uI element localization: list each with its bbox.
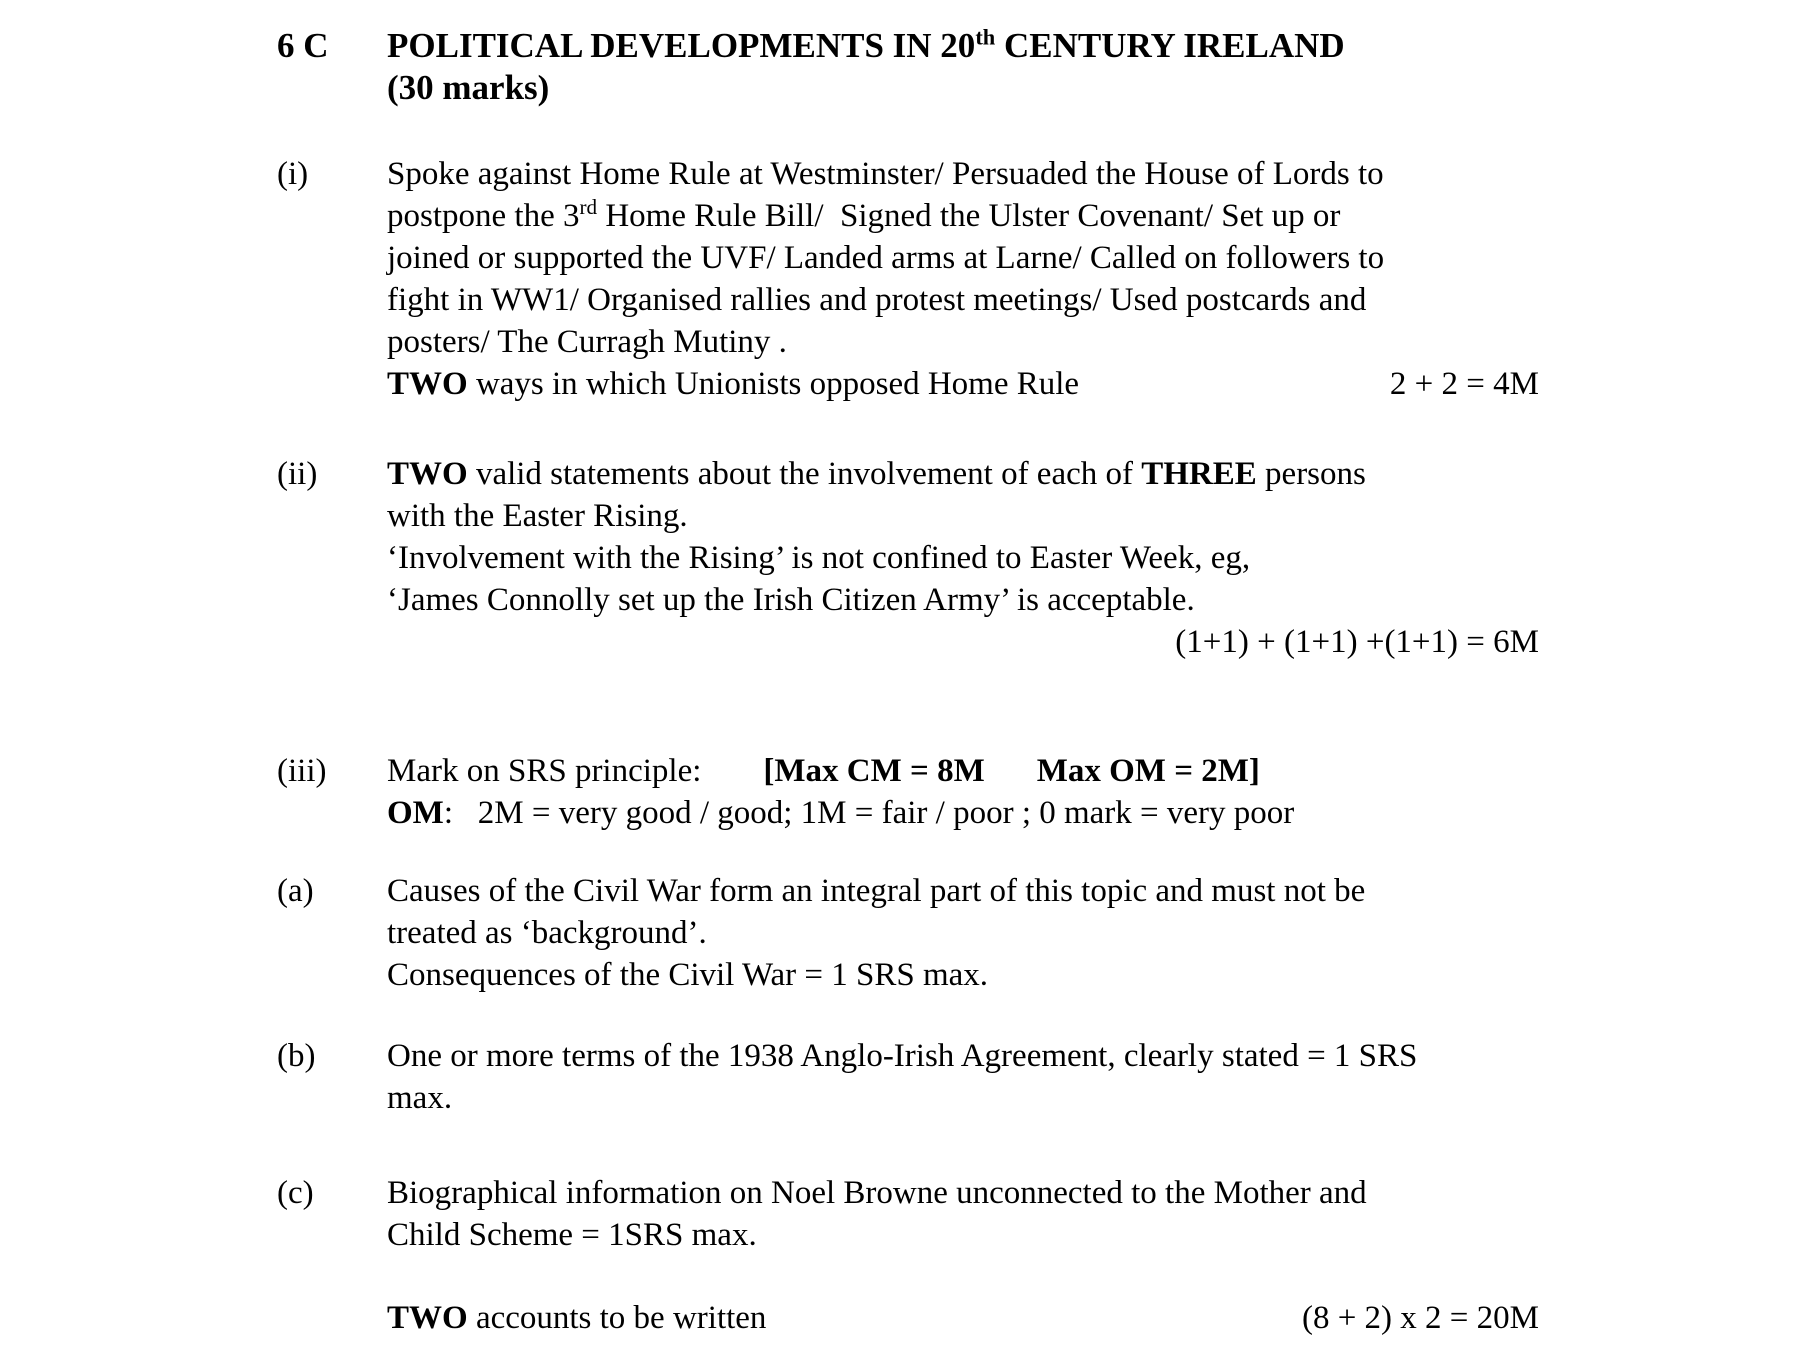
section-i-line-2-post: Home Rule Bill/ Signed the Ulster Covenant/ Set up or	[597, 198, 1341, 234]
section-ii-line-3: ‘Involvement with the Rising’ is not confined to Easter Week, eg,	[387, 540, 1251, 576]
section-b-label: (b)	[277, 1038, 316, 1074]
section-b-line-2: max.	[387, 1080, 453, 1116]
section-iii-max-cm: [Max CM = 8M	[763, 753, 985, 789]
section-b-row	[277, 1035, 1539, 1119]
section-iii-om-rest: : 2M = very good / good; 1M = fair / poor ; 0 mark = very poor	[443, 795, 1295, 831]
section-i-marks-value: 2 + 2 = 4M	[1389, 366, 1539, 402]
section-a-line-1: Causes of the Civil War form an integral part of this topic and must not be	[387, 873, 1366, 909]
section-iii-label: (iii)	[277, 753, 327, 789]
section-ii-line-1-mid: valid statements about the involvement of each of	[467, 456, 1142, 492]
section-i-summary-bold: TWO	[387, 366, 468, 402]
section-a-line-2: treated as ‘background’.	[387, 915, 707, 951]
footer-summary-line	[387, 1297, 1539, 1339]
section-i-line-5: posters/ The Curragh Mutiny .	[387, 324, 787, 360]
page-title-superscript: th	[975, 24, 996, 50]
footer-row	[277, 1297, 1539, 1339]
section-ii-marks-value: (1+1) + (1+1) +(1+1) = 6M	[1175, 624, 1539, 660]
section-iii-om-bold: OM	[387, 795, 444, 831]
section-i-line-2-superscript: rd	[579, 195, 598, 219]
section-ii-line-2: with the Easter Rising.	[387, 498, 688, 534]
section-c-line-1: Biographical information on Noel Browne unconnected to the Mother and	[387, 1175, 1367, 1211]
section-ii-row	[277, 453, 1539, 663]
section-ii-line-1-bold-three: THREE	[1141, 456, 1257, 492]
section-i-summary-rest: ways in which Unionists opposed Home Rule	[467, 366, 1080, 402]
section-ii-body	[387, 453, 1539, 663]
section-ii-line-4: ‘James Connolly set up the Irish Citizen Army’ is acceptable.	[387, 582, 1195, 618]
section-iii-line-2	[387, 792, 1539, 834]
footer-marks-value: (8 + 2) x 2 = 20M	[1301, 1300, 1539, 1336]
section-i-body	[387, 153, 1539, 405]
section-i-line-1: Spoke against Home Rule at Westminster/ Persuaded the House of Lords to	[387, 156, 1384, 192]
page-title-tail: CENTURY IRELAND	[995, 26, 1345, 65]
section-iii-row	[277, 750, 1539, 834]
section-c-row	[277, 1172, 1539, 1256]
section-a-row	[277, 870, 1539, 996]
section-a-label: (a)	[277, 873, 314, 909]
section-a-line-3: Consequences of the Civil War = 1 SRS max.	[387, 957, 989, 993]
section-iii-line-1	[387, 750, 1539, 792]
section-c-line-2: Child Scheme = 1SRS max.	[387, 1217, 757, 1253]
section-a-body	[387, 870, 1539, 996]
section-i-row	[277, 153, 1539, 405]
section-c-body	[387, 1172, 1539, 1256]
header-row	[277, 25, 1539, 109]
section-iii-line-1-plain: Mark on SRS principle:	[387, 753, 702, 789]
section-c-label: (c)	[277, 1175, 314, 1211]
footer-summary-rest: accounts to be written	[467, 1300, 767, 1336]
section-ii-line-1-tail: persons	[1256, 456, 1366, 492]
section-ii-label: (ii)	[277, 456, 318, 492]
document-content	[277, 25, 1539, 1339]
section-i-line-2-pre: postpone the 3	[387, 198, 580, 234]
section-i-line-3: joined or supported the UVF/ Landed arms at Larne/ Called on followers to	[387, 240, 1385, 276]
section-i-line-4: fight in WW1/ Organised rallies and protest meetings/ Used postcards and	[387, 282, 1367, 318]
section-i-label: (i)	[277, 156, 309, 192]
section-i-summary-line	[387, 363, 1539, 405]
page-title-main: POLITICAL DEVELOPMENTS IN 20	[387, 26, 976, 65]
section-i-line-2	[387, 195, 1539, 237]
total-marks: (30 marks)	[387, 68, 550, 107]
section-i-summary-text	[387, 363, 1079, 405]
header-body	[387, 25, 1539, 109]
section-ii-line-1	[387, 453, 1539, 495]
section-ii-line-1-bold-two: TWO	[387, 456, 468, 492]
section-iii-body	[387, 750, 1539, 834]
section-code: 6 C	[277, 26, 329, 65]
section-b-body	[387, 1035, 1539, 1119]
section-b-line-1: One or more terms of the 1938 Anglo-Irish Agreement, clearly stated = 1 SRS	[387, 1038, 1418, 1074]
footer-summary-text	[387, 1297, 766, 1339]
page-title	[387, 25, 1539, 67]
section-iii-max-om: Max OM = 2M]	[1036, 753, 1260, 789]
footer-summary-bold: TWO	[387, 1300, 468, 1336]
